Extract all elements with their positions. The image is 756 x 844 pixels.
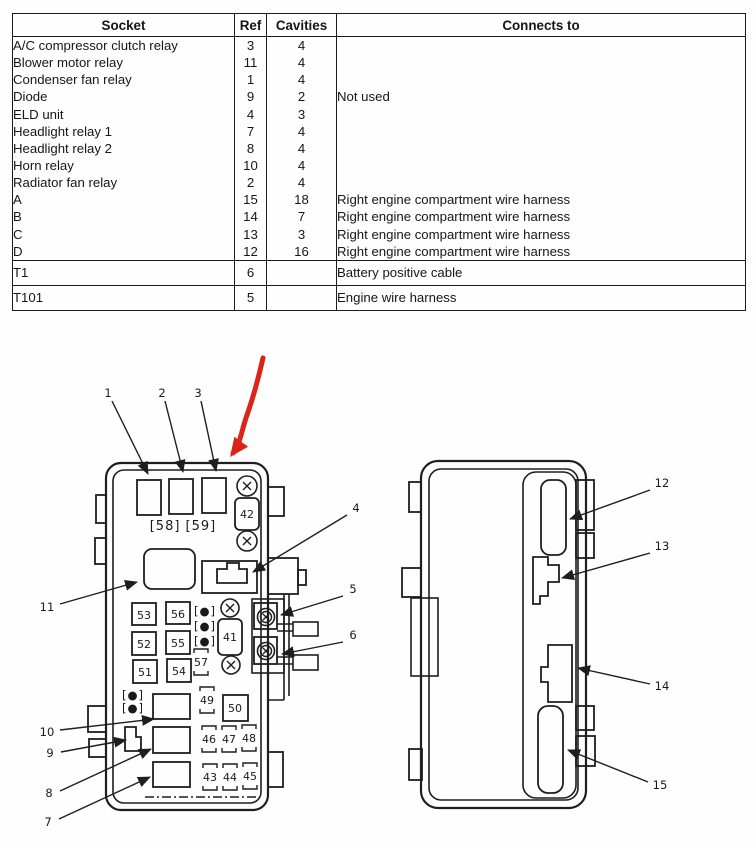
table-cell-line: 7 (297, 209, 306, 225)
table-cell: 5 (235, 285, 267, 310)
red-annotation-arrow (233, 358, 263, 453)
table-cell: Battery positive cable (337, 260, 746, 285)
table-cell-line: D (13, 243, 23, 259)
callout-5-label: 5 (349, 582, 357, 596)
fuse-55-label: 55 (171, 637, 185, 650)
callout-15-label: 15 (652, 778, 668, 792)
table-cell-line: 18 (294, 192, 309, 208)
callout-1-label: 1 (104, 386, 112, 400)
col-header-socket: Socket (13, 14, 235, 37)
table-cell-line: 4 (297, 123, 306, 139)
side-arm (268, 558, 298, 594)
fuse-44-label: 44 (223, 771, 237, 784)
table-cell-line: Radiator fan relay (13, 175, 118, 191)
table-cell-line: 10 (243, 157, 258, 173)
table-cell-line: 3 (246, 38, 255, 53)
relay-socket-11 (144, 549, 195, 589)
table-cell-line (337, 54, 745, 71)
mount-tab (89, 739, 106, 757)
wire-terminal (293, 622, 318, 636)
relay-socket-1 (137, 480, 161, 515)
side-arm-nub (298, 570, 306, 585)
fuse-slot-47 (222, 726, 236, 752)
left-slot (411, 598, 438, 676)
table-cell-line: Not used (337, 89, 390, 105)
connector-13 (533, 557, 559, 604)
callout-12-arrow (570, 490, 650, 519)
table-cell-line: 14 (243, 209, 258, 225)
table-cell-line: Right engine compartment wire harness (337, 192, 571, 208)
fuse-slot-43 (203, 764, 217, 790)
table-cell-line (337, 157, 745, 174)
callout-14-label: 14 (654, 679, 670, 693)
fuse-box-diagram (0, 340, 756, 844)
table-cell: T1 (13, 260, 235, 285)
connector-4-plug (217, 563, 247, 583)
screw-x-icon (243, 482, 251, 490)
mount-tab (409, 482, 421, 512)
table-cell-line: Horn relay (13, 157, 74, 173)
table-cell-line (337, 174, 745, 191)
mount-tab (268, 487, 284, 516)
callout-6-arrow (282, 642, 343, 654)
wire-lead (277, 657, 293, 664)
callout-7-label: 7 (44, 815, 52, 829)
screw-x-icon (243, 537, 251, 545)
table-cell-line: 4 (297, 55, 306, 71)
diode-icon: [●] (121, 688, 145, 702)
relay-socket-8 (153, 727, 190, 753)
table-cell-line: 2 (297, 89, 306, 105)
fuse-41-unit (218, 599, 242, 674)
fuse-57-label: 57 (194, 656, 208, 669)
screw-x-icon (227, 661, 235, 669)
table-cell-line: 12 (243, 243, 258, 259)
table-cell (267, 260, 337, 285)
table-cell-line: C (13, 226, 23, 242)
diode-icon: [●] (121, 701, 145, 715)
callout-11-label: 11 (39, 600, 55, 614)
fuse-slot-46 (202, 726, 216, 752)
callout-9-arrow (61, 740, 126, 752)
table-cell-line (337, 71, 745, 88)
table-cell-line: Headlight relay 2 (13, 140, 112, 156)
table-cell-line: Right engine compartment wire harness (337, 226, 571, 242)
fuse-42-label: 42 (240, 508, 254, 521)
diode-icon: [●] (193, 604, 217, 618)
table-cell-line: 4 (297, 175, 306, 191)
table-cell-line (337, 106, 745, 123)
socket-table-grid (12, 13, 746, 311)
callout-2-arrow (165, 401, 183, 472)
callout-7-arrow (59, 777, 150, 819)
left-fuse-box (88, 463, 318, 810)
table-cell-line: 3 (297, 226, 306, 242)
table-cell: Engine wire harness (337, 285, 746, 310)
callout-3-label: 3 (194, 386, 202, 400)
mount-tab (402, 568, 421, 597)
right-box-outer-outline (421, 461, 586, 808)
relay-socket-10 (153, 694, 190, 719)
fuse-46-label: 46 (202, 733, 216, 746)
fuse-slot-44 (223, 764, 237, 790)
table-cell-line: B (13, 209, 22, 225)
fuse-49-label: 49 (200, 694, 214, 707)
table-cell-line: A/C compressor clutch relay (13, 38, 178, 53)
right-fuse-box (402, 461, 595, 808)
table-cell-line: 3 (297, 106, 306, 122)
table-cell-line: 4 (297, 140, 306, 156)
table-cell-line: 7 (246, 123, 255, 139)
table-cell-line (337, 123, 745, 140)
callout-2-label: 2 (158, 386, 166, 400)
callout-10-label: 10 (39, 725, 55, 739)
terminal-block (252, 599, 318, 673)
table-cell-line: 4 (297, 157, 306, 173)
callout-6-label: 6 (349, 628, 357, 642)
fuse-slot-48 (242, 725, 256, 751)
callout-3-arrow (201, 401, 216, 471)
table-cell-line: A (13, 192, 22, 208)
table-cell-line: 11 (243, 55, 258, 71)
table-cell-line: Headlight relay 1 (13, 123, 112, 139)
table-cell-line: 8 (246, 140, 255, 156)
callouts (40, 386, 670, 829)
fuse-52-label: 52 (137, 638, 151, 651)
table-cell: T101 (13, 285, 235, 310)
table-cell-line: 4 (297, 38, 306, 53)
mount-tab (96, 495, 106, 523)
clip-9-shape (125, 727, 141, 751)
table-cell-line: 2 (246, 175, 255, 191)
relay-socket-7 (153, 762, 190, 787)
fuse-slot-45 (243, 763, 257, 789)
cavities-cells (267, 37, 337, 261)
fuse-56-label: 56 (171, 608, 185, 621)
fuse-51-label: 51 (138, 666, 152, 679)
table-cell-line: 9 (246, 89, 255, 105)
table-cell-line: Blower motor relay (13, 55, 123, 71)
table-cell-line: ELD unit (13, 106, 64, 122)
screw-x-icon (226, 604, 234, 612)
socket-cells (13, 37, 235, 261)
callout-12-label: 12 (654, 476, 670, 490)
connector-4-housing (202, 561, 257, 593)
callout-4-label: 4 (352, 501, 360, 515)
table-row-t101 (13, 285, 746, 310)
table-cell-line: 16 (294, 243, 309, 259)
fuse-42-unit (235, 476, 259, 551)
table-cell-line: 1 (246, 72, 255, 88)
table-cell-line: Right engine compartment wire harness (337, 209, 571, 225)
wire-terminal (293, 655, 318, 670)
table-cell-line (337, 37, 745, 54)
col-header-ref: Ref (235, 14, 267, 37)
callout-11-arrow (60, 582, 137, 604)
mount-tab (268, 752, 283, 787)
ref-cells (235, 37, 267, 261)
col-header-connects: Connects to (337, 14, 746, 37)
table-cell-line: Right engine compartment wire harness (337, 243, 571, 259)
relay-socket-3 (202, 478, 226, 513)
socket-table (12, 13, 745, 311)
relay-socket-2 (169, 479, 193, 514)
fuse-47-label: 47 (222, 733, 236, 746)
callout-5-arrow (281, 596, 343, 615)
fuse-54-label: 54 (172, 665, 186, 678)
fuse-slot-49 (200, 687, 214, 713)
mount-tab (95, 538, 106, 564)
callout-9-label: 9 (46, 746, 54, 760)
table-main-block (13, 37, 746, 261)
fuse-43-label: 43 (203, 771, 217, 784)
col-header-cavities: Cavities (267, 14, 337, 37)
wire-lead (277, 624, 293, 631)
fuse-slot-57 (194, 649, 208, 675)
table-cell-line: 15 (243, 192, 258, 208)
right-box-inner-outline (429, 469, 578, 800)
bracket-58-59-label: [58] [59] (149, 519, 217, 534)
table-cell-line: 4 (246, 106, 255, 122)
table-cell: 6 (235, 260, 267, 285)
table-cell-line: Diode (13, 89, 48, 105)
table-cell-line: 13 (243, 226, 258, 242)
connector-15 (538, 706, 563, 793)
connector-12 (541, 480, 566, 555)
table-cell (267, 285, 337, 310)
table-cell-line: Condenser fan relay (13, 72, 132, 88)
table-row-t1 (13, 260, 746, 285)
connector-strip-outline (523, 472, 576, 798)
fuse-41-label: 41 (223, 631, 237, 644)
connector-14 (541, 645, 572, 702)
callout-8-label: 8 (45, 786, 53, 800)
mount-tab (88, 706, 106, 732)
table-header-row (13, 14, 746, 37)
callout-14-arrow (578, 668, 650, 684)
fuse-50-label: 50 (228, 702, 242, 715)
fuse-48-label: 48 (242, 732, 256, 745)
table-cell-line: 4 (297, 72, 306, 88)
diode-icon: [●] (193, 619, 217, 633)
callout-13-label: 13 (654, 539, 670, 553)
fuse-53-label: 53 (137, 609, 151, 622)
table-cell-line (337, 140, 745, 157)
fuse-45-label: 45 (243, 770, 257, 783)
connects-cells (337, 37, 746, 261)
diode-icon: [●] (193, 634, 217, 648)
